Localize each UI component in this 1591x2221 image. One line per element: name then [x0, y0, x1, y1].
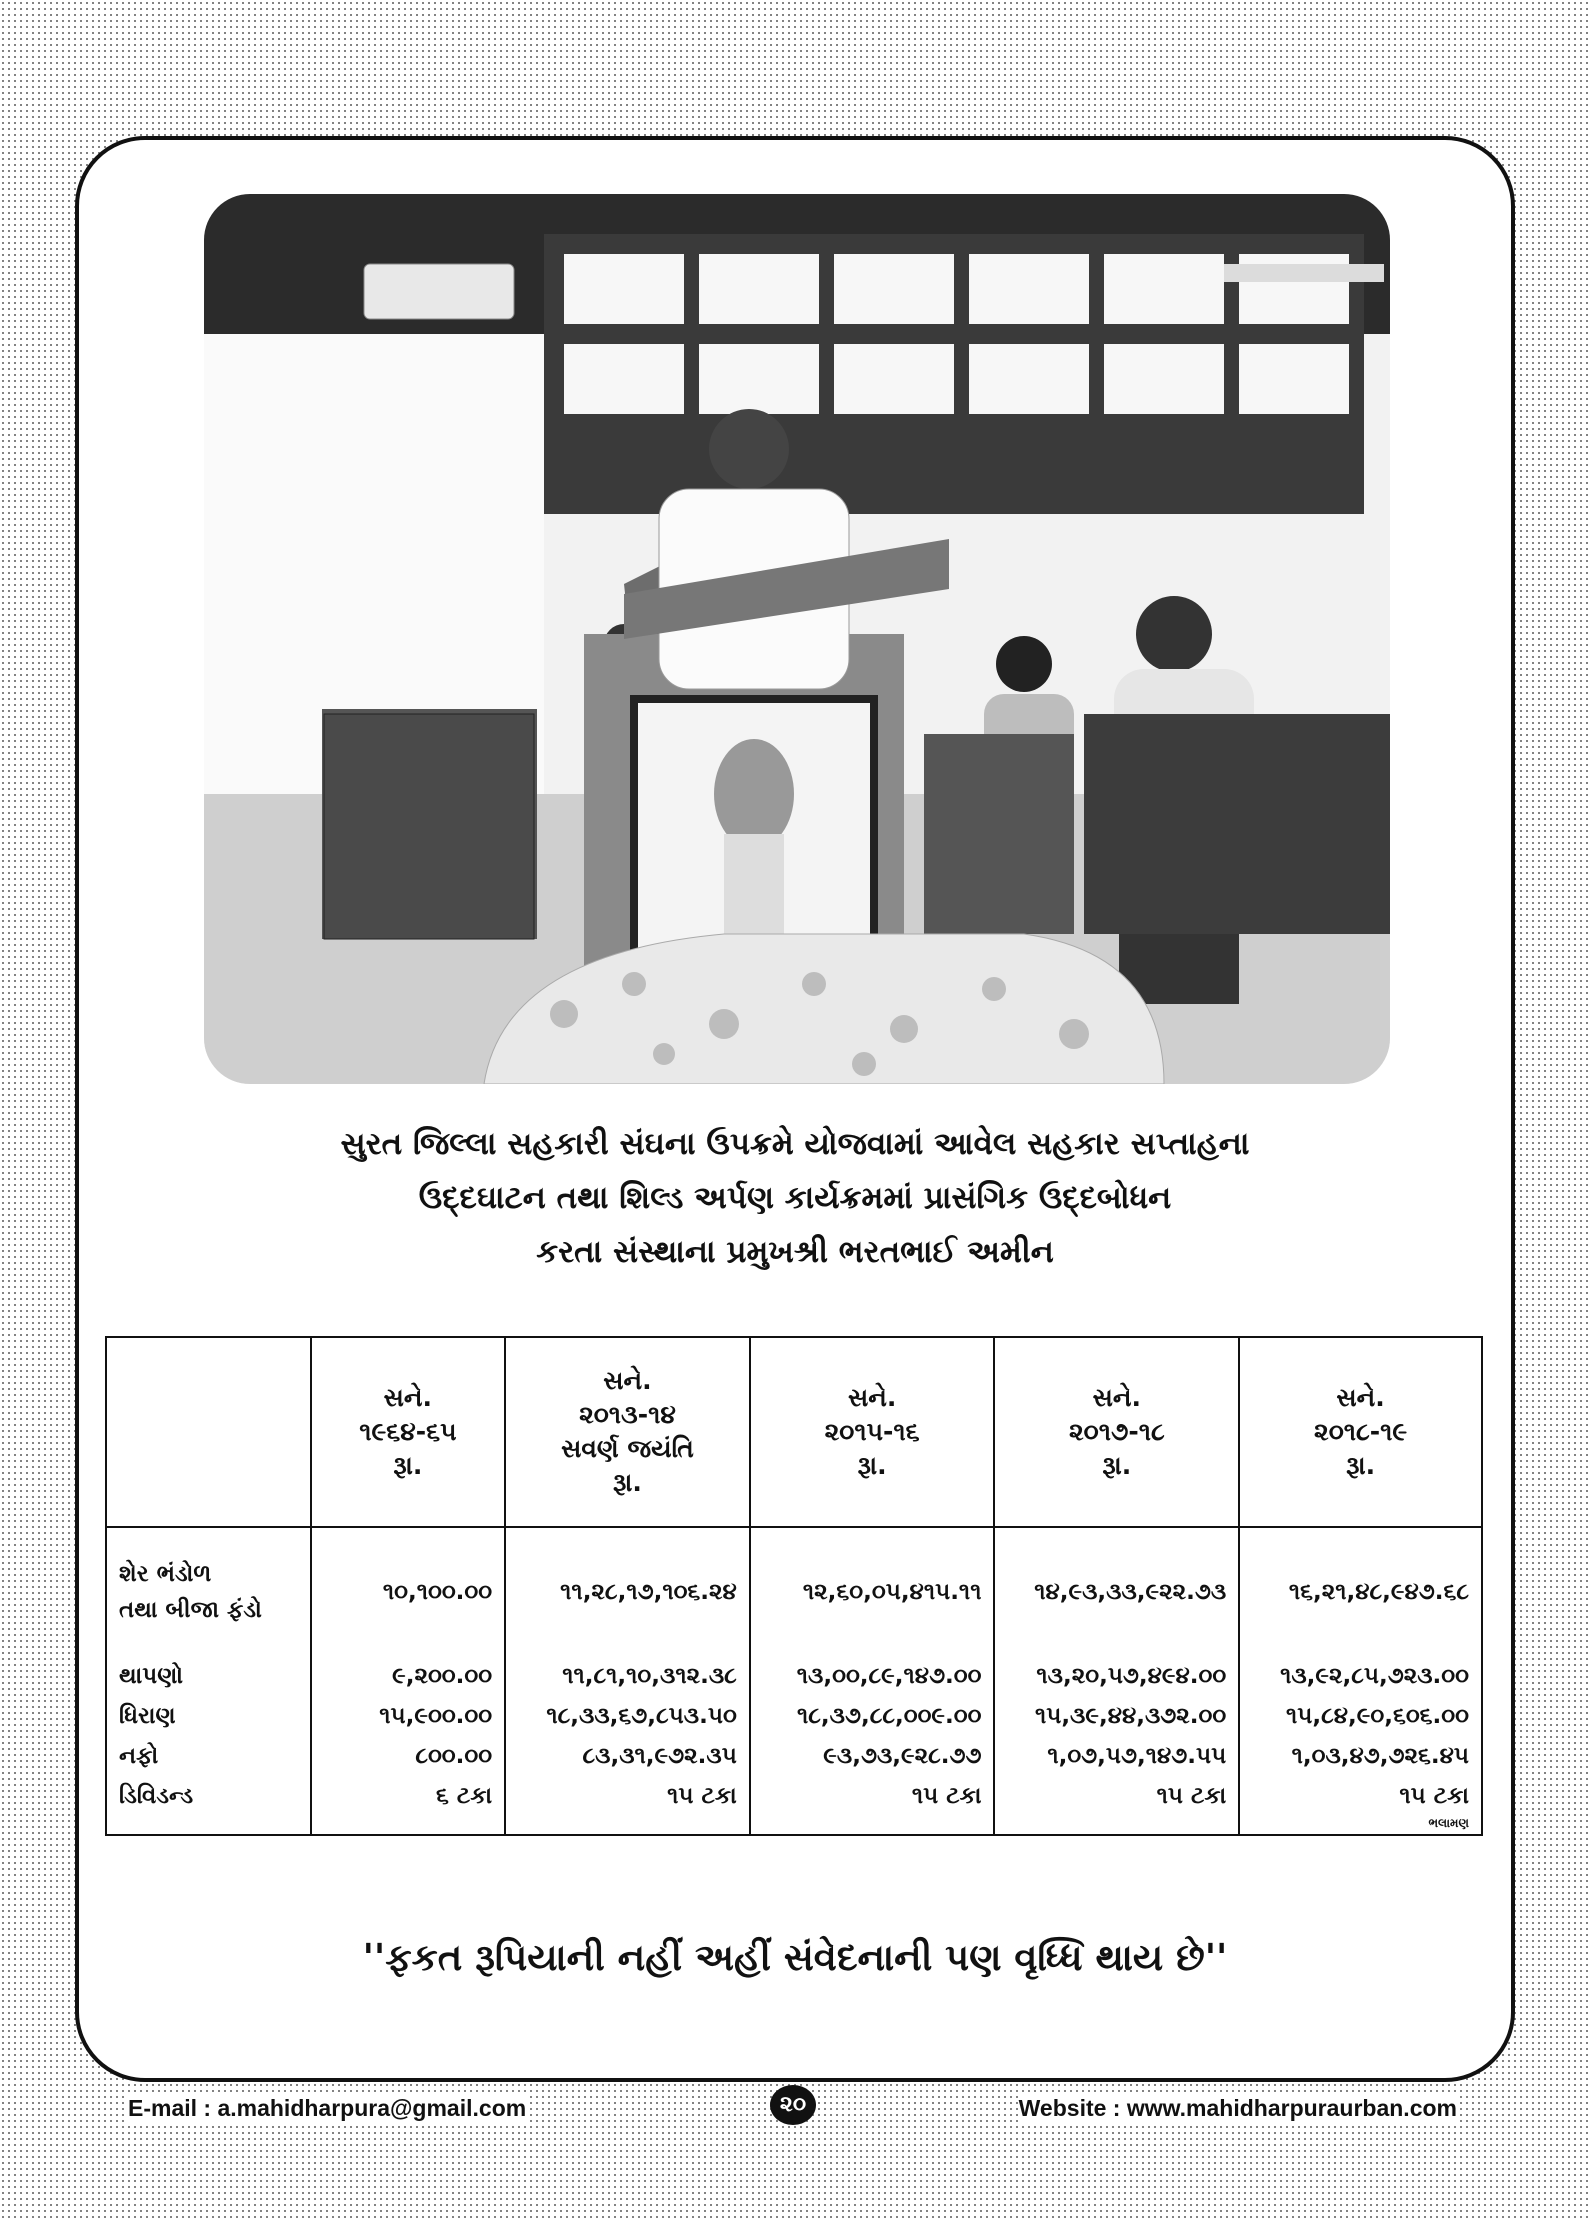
- header-line: સવર્ણ જયંતિ: [561, 1434, 694, 1463]
- value-loans: ૧૫,૩૯,૪૪,૩૭૨.૦૦: [1034, 1703, 1227, 1729]
- value-loans: ૧૮,૩૭,૮૮,૦૦૯.૦૦: [797, 1703, 982, 1729]
- caption-line: સુરત જિલ્લા સહકારી સંઘના ઉપક્રમે યોજવામાં આવેલ સહકાર સપ્તાહના: [340, 1126, 1250, 1162]
- value-deposits: ૧૩,૦૦,૮૯,૧૪૭.૦૦: [796, 1663, 982, 1689]
- header-line: સને.: [603, 1366, 652, 1395]
- value-profit: ૯૩,૭૩,૯૨૮.૭૭: [823, 1743, 982, 1769]
- values-cell: [311, 1527, 505, 1835]
- page-card: [75, 136, 1515, 2082]
- value-share-capital: ૧૨,૬૦,૦૫,૪૧૫.૧૧: [802, 1579, 982, 1605]
- header-line: ૨૦૧૩-૧૪: [579, 1400, 676, 1429]
- header-line: ૨૦૧૭-૧૮: [1068, 1417, 1165, 1446]
- page-number: ૨૦: [770, 2085, 816, 2125]
- header-line: રૂા.: [1346, 1451, 1376, 1480]
- event-photo: [204, 194, 1390, 1084]
- header-line: ૧૯૬૪-૬૫: [359, 1417, 457, 1446]
- footer-email[interactable]: E-mail : a.mahidharpura@gmail.com: [128, 2095, 527, 2121]
- value-profit: ૧,૦૩,૪૭,૭૨૬.૪૫: [1291, 1743, 1469, 1769]
- row-label-share-capital: શેર ભંડોળ તથા બીજા ફંડો: [119, 1561, 262, 1623]
- table-header-row: [106, 1337, 1482, 1527]
- value-dividend: ૬ ટકા: [435, 1783, 493, 1809]
- header-line: ૨૦૧૫-૧૬: [824, 1417, 920, 1446]
- recommendation-note: ભલામણ: [1428, 1816, 1469, 1830]
- value-dividend: ૧૫ ટકા: [1399, 1783, 1469, 1809]
- caption-line: ઉદ્દઘાટન તથા શિલ્ડ અર્પણ કાર્યક્રમમાં પ્રાસંગિક ઉદ્દબોધન: [418, 1180, 1172, 1216]
- value-deposits: ૧૧,૮૧,૧૦,૩૧૨.૩૮: [562, 1663, 737, 1689]
- header-line: રૂા.: [1102, 1451, 1132, 1480]
- footer-website[interactable]: Website : www.mahidharpuraurban.com: [1018, 2095, 1457, 2121]
- row-label-deposits: થાપણો: [119, 1663, 184, 1689]
- caption-line: કરતા સંસ્થાના પ્રમુખશ્રી ભરતભાઈ અમીન: [536, 1234, 1054, 1270]
- values-cell: [1239, 1527, 1482, 1835]
- value-share-capital: ૧૧,૨૮,૧૭,૧૦૬.૨૪: [560, 1579, 737, 1605]
- header-line: રૂા.: [857, 1451, 887, 1480]
- value-profit: ૮૦૦.૦૦: [415, 1743, 493, 1769]
- row-labels-cell: [106, 1527, 311, 1835]
- values-cell: [994, 1527, 1239, 1835]
- financial-table: [105, 1336, 1483, 1836]
- value-dividend: ૧૫ ટકા: [667, 1783, 737, 1809]
- value-loans: ૧૮,૩૩,૬૭,૮૫૩.૫૦: [546, 1703, 737, 1729]
- value-dividend: ૧૫ ટકા: [911, 1783, 982, 1809]
- row-label-loans: ધિરાણ: [119, 1703, 176, 1729]
- header-line: સને.: [1092, 1383, 1142, 1412]
- row-label-profit: નફો: [119, 1743, 159, 1769]
- header-line: રૂા.: [393, 1451, 423, 1480]
- value-profit: ૮૩,૩૧,૯૭૨.૩૫: [582, 1743, 737, 1769]
- value-loans: ૧૫,૯૦૦.૦૦: [379, 1703, 493, 1729]
- value-share-capital: ૧૪,૯૩,૩૩,૯૨૨.૭૩: [1034, 1579, 1227, 1605]
- value-loans: ૧૫,૮૪,૯૦,૬૦૬.૦૦: [1285, 1703, 1469, 1729]
- photo-caption: [79, 1117, 1511, 1279]
- value-deposits: ૯,૨૦૦.૦૦: [392, 1663, 493, 1689]
- value-deposits: ૧૩,૯૨,૮૫,૭૨૩.૦૦: [1280, 1663, 1469, 1689]
- header-line: રૂા.: [612, 1468, 642, 1497]
- value-deposits: ૧૩,૨૦,૫૭,૪૯૪.૦૦: [1036, 1663, 1227, 1689]
- column-header: [994, 1337, 1239, 1527]
- table-body-row: [106, 1527, 1482, 1835]
- event-photo-illustration: [204, 194, 1390, 1084]
- header-line: ૨૦૧૮-૧૯: [1314, 1417, 1408, 1446]
- value-share-capital: ૧૬,૨૧,૪૮,૯૪૭.૬૮: [1288, 1579, 1469, 1605]
- motto-quote: ''ફકત રૂપિયાની નહીં અહીં સંવેદનાની પણ વૃધ્ધિ થાય છે'': [362, 1936, 1228, 1979]
- column-header: [750, 1337, 995, 1527]
- value-dividend: ૧૫ ટકા: [1156, 1783, 1227, 1809]
- row-label-dividend: ડિવિડન્ડ: [119, 1783, 194, 1809]
- header-blank: [106, 1337, 311, 1527]
- column-header: [1239, 1337, 1482, 1527]
- column-header: [311, 1337, 505, 1527]
- value-profit: ૧,૦૭,૫૭,૧૪૭.૫૫: [1047, 1743, 1227, 1769]
- page-footer: [0, 2085, 1591, 2129]
- header-line: સને.: [383, 1383, 433, 1412]
- column-header: [505, 1337, 750, 1527]
- values-cell: [750, 1527, 995, 1835]
- header-line: સને.: [1336, 1383, 1385, 1412]
- header-line: સને.: [847, 1383, 897, 1412]
- values-cell: [505, 1527, 750, 1835]
- value-share-capital: ૧૦,૧૦૦.૦૦: [382, 1579, 493, 1605]
